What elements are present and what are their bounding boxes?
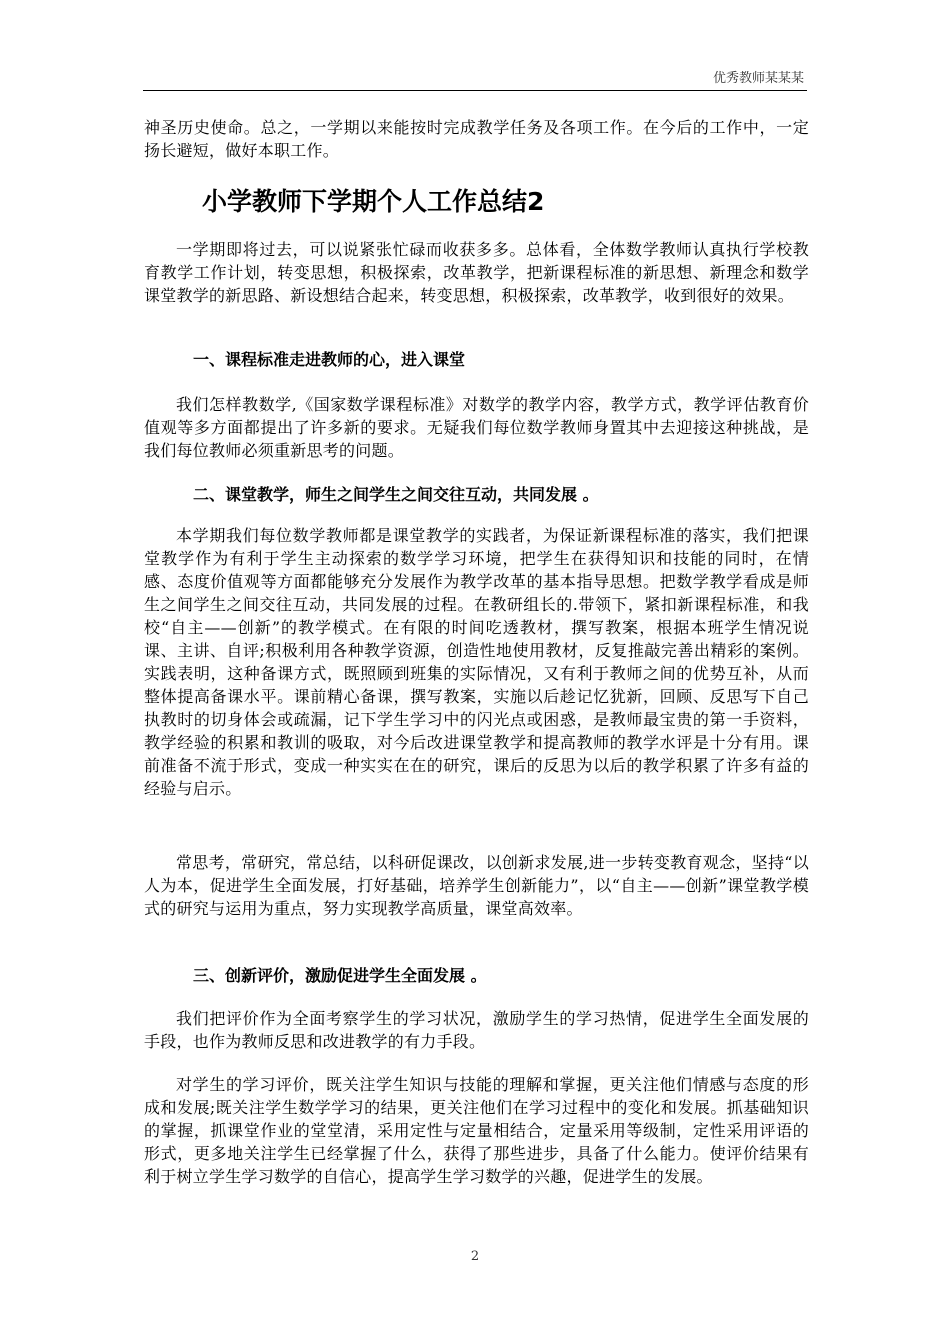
- intro-paragraph: 神圣历史使命。总之，一学期以来能按时完成教学任务及各项工作。在今后的工作中，一定扬长避短，做好本职工作。: [144, 118, 809, 160]
- paragraph-curriculum: 我们怎样教数学,《国家数学课程标准》对数学的教学内容，教学方式，教学评估教育价值观等多方面都提出了许多新的要求。无疑我们每位数学教师身置其中去迎接这种挑战，是我们每位教师必须重新思考的问题。: [144, 395, 809, 460]
- running-header: 优秀教师某某某: [712, 71, 804, 86]
- header-divider: [143, 90, 807, 91]
- section-heading-1: 一、课程标准走进教师的心，进入课堂: [193, 350, 466, 369]
- document-title: 小学教师下学期个人工作总结2: [202, 187, 545, 216]
- paragraph-evaluation: 我们把评价作为全面考察学生的学习状况，激励学生的学习热情，促进学生全面发展的手段，也作为教师反思和改进教学的有力手段。: [144, 1009, 809, 1051]
- section-heading-3: 三、创新评价，激励促进学生全面发展 。: [193, 966, 487, 985]
- paragraph-overview: 一学期即将过去，可以说紧张忙碌而收获多多。总体看，全体数学教师认真执行学校教育教学工作计划，转变思想，积极探索，改革教学，把新课程标准的新思想、新理念和数学课堂教学的新思路、新设想结合起来，转变思想，积极探索，改革教学，收到很好的效果。: [144, 240, 809, 305]
- paragraph-research: 常思考，常研究，常总结，以科研促课改，以创新求发展,进一步转变教育观念，坚持“以人为本，促进学生全面发展，打好基础，培养学生创新能力”，以“自主——创新”课堂教学模式的研究与运用为重点，努力实现教学高质量，课堂高效率。: [144, 853, 809, 918]
- section-heading-2: 二、课堂教学，师生之间学生之间交往互动，共同发展 。: [193, 485, 599, 504]
- page-number: 2: [470, 1249, 480, 1264]
- paragraph-assessment: 对学生的学习评价，既关注学生知识与技能的理解和掌握，更关注他们情感与态度的形成和发展;既关注学生数学学习的结果，更关注他们在学习过程中的变化和发展。抓基础知识的掌握，抓课堂作业的堂堂清，采用定性与定量相结合，定量采用等级制，定性采用评语的形式，更多地关注学生已经掌握了什么，获得了那些进步，具备了什么能力。使评价结果有利于树立学生学习数学的自信心，提高学生学习数学的兴趣，促进学生的发展。: [144, 1075, 809, 1186]
- paragraph-classroom: 本学期我们每位数学教师都是课堂教学的实践者，为保证新课程标准的落实，我们把课堂教学作为有利于学生主动探索的数学学习环境，把学生在获得知识和技能的同时，在情感、态度价值观等方面都能够充分发展作为教学改革的基本指导思想。把数学教学看成是师生之间学生之间交往互动，共同发展的过程。在教研组长的.带领下，紧扣新课程标准，和我校“自主——创新”的教学模式。在有限的时间吃透教材，撰写教案，根据本班学生情况说课、主讲、自评;积极利用各种教学资源，创造性地使用教材，反复推敲完善出精彩的案例。实践表明，这种备课方式，既照顾到班集的实际情况，又有利于教师之间的优势互补，从而整体提高备课水平。课前精心备课，撰写教案，实施以后趁记忆犹新，回顾、反思写下自己执教时的切身体会或疏漏，记下学生学习中的闪光点或困惑，是教师最宝贵的第一手资料，教学经验的积累和教训的吸取，对今后改进课堂教学和提高教师的教学水评是十分有用。课前准备不流于形式，变成一种实实在在的研究，课后的反思为以后的教学积累了许多有益的经验与启示。: [144, 526, 809, 798]
